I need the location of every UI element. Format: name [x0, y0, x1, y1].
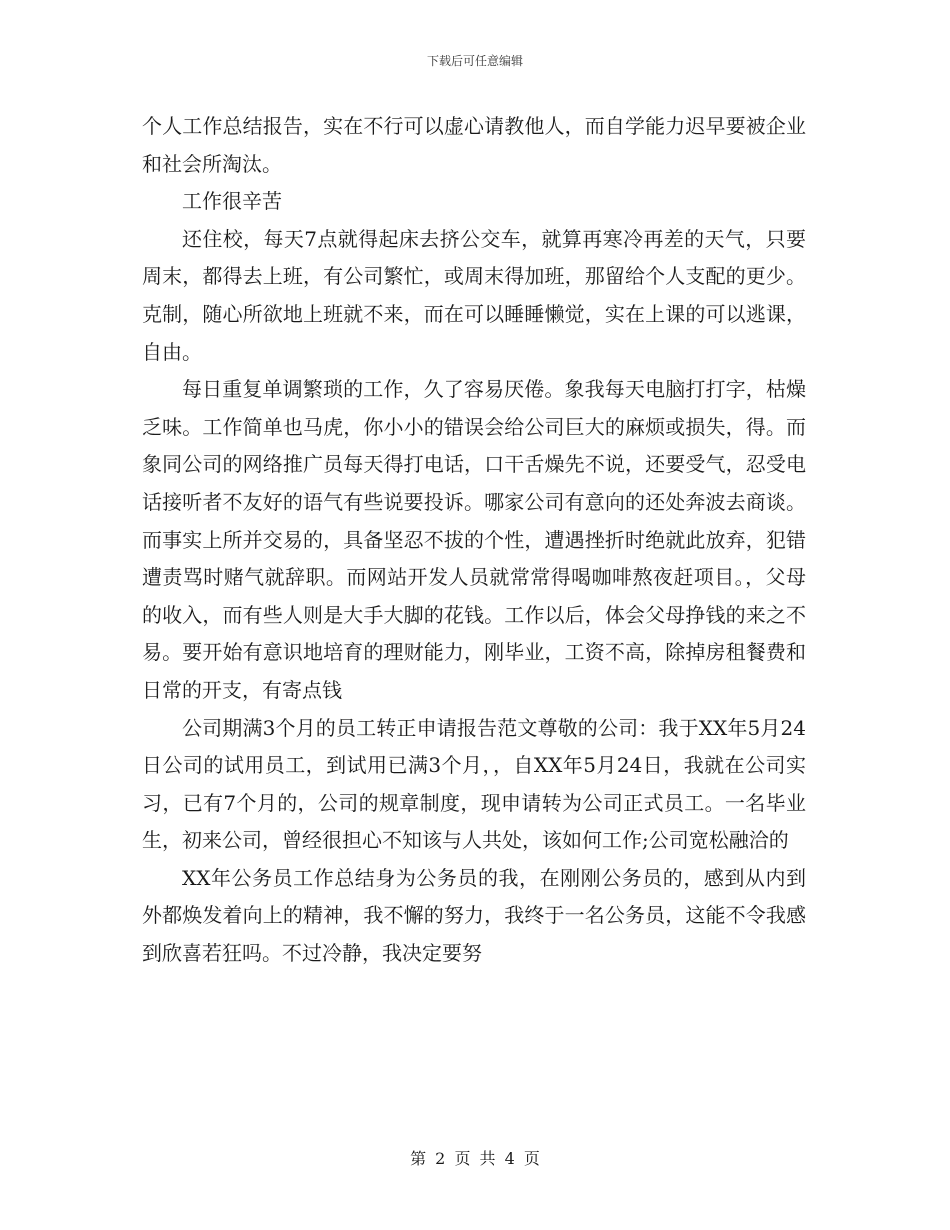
- paragraph: 每日重复单调繁琐的工作，久了容易厌倦。象我每天电脑打打字，枯燥乏味。工作简单也马虎，你小小的错误会给公司巨大的麻烦或损失，得。而象同公司的网络推广员每天得打电话，口干舌燥先不说，还要受气，忍受电话接听者不友好的语气有些说要投诉。哪家公司有意向的还处奔波去商谈。而事实上所并交易的，具备坚忍不拔的个性，遭遇挫折时绝就此放弃，犯错遭责骂时赌气就辞职。而网站开发人员就常常得喝咖啡熬夜赶项目。，父母的收入，而有些人则是大手大脚的花钱。工作以后，体会父母挣钱的来之不易。要开始有意识地培育的理财能力，刚毕业，工资不高，除掉房租餐费和日常的开支，有寄点钱: [142, 377, 806, 702]
- paragraph-continued: 个人工作总结报告，实在不行可以虚心请教他人，而自学能力迟早要被企业和社会所淘汰。: [142, 114, 806, 176]
- paragraph: 还住校，每天7点就得起床去挤公交车，就算再寒冷再差的天气，只要周末，都得去上班，有公司繁忙，或周末得加班，那留给个人支配的更少。克制，随心所欲地上班就不来，而在可以睡睡懒觉，实在上课的可以逃课，自由。: [142, 226, 806, 364]
- paragraph-heading: 工作很辛苦: [182, 189, 282, 214]
- document-body: [142, 108, 806, 973]
- page-footer: 第 2 页 共 4 页: [410, 1149, 540, 1168]
- page-header: 下载后可任意编辑: [426, 54, 523, 68]
- paragraph: 公司期满3个月的员工转正申请报告范文尊敬的公司：我于XX年5月24日公司的试用员工，到试用已满3个月，，自XX年5月24日，我就在公司实习，已有7个月的，公司的规章制度，现申请转为公司正式员工。一名毕业生，初来公司，曾经很担心不知该与人共处，该如何工作;公司宽松融洽的: [142, 715, 806, 853]
- paragraph: XX年公务员工作总结身为公务员的我，在刚刚公务员的，感到从内到外都焕发着向上的精神，我不懈的努力，我终于一名公务员，这能不令我感到欣喜若狂吗。不过冷静，我决定要努: [142, 865, 806, 966]
